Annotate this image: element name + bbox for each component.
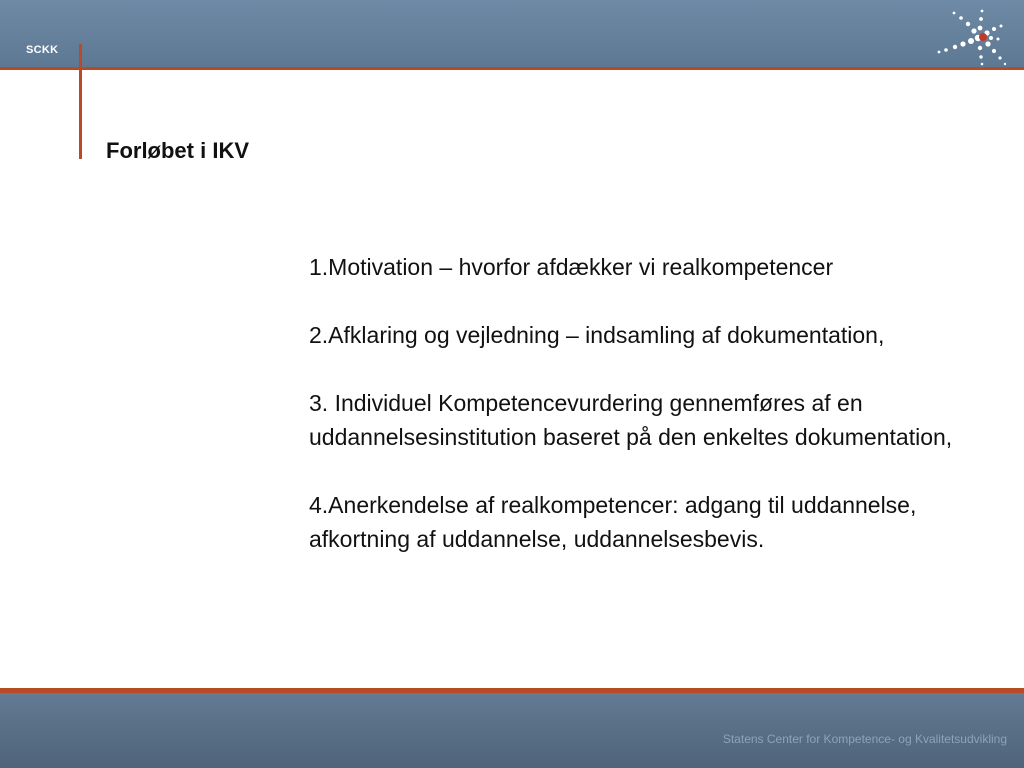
- list-item: 2.Afklaring og vejledning – indsamling af dokumentation,: [309, 322, 885, 348]
- slide-title: Forløbet i IKV: [106, 138, 249, 163]
- list-item: 4.Anerkendelse af realkompetencer: adgang til uddannelse, afkortning af uddannelse, uddannelsesbevis.: [309, 492, 917, 552]
- brand-label: SCKK: [26, 44, 59, 56]
- footer-band: [0, 693, 1024, 768]
- footer-organization: Statens Center for Kompetence- og Kvalitetsudvikling: [722, 732, 1007, 746]
- header-divider: [0, 67, 1024, 70]
- list-item: 3. Individuel Kompetencevurdering gennemføres af en uddannelsesinstitution baseret på den enkeltes dokumentation,: [309, 390, 953, 450]
- star-dots-logo-icon: [930, 6, 1010, 68]
- vertical-accent-line: [79, 44, 82, 159]
- header-band: [0, 0, 1024, 67]
- slide-body: [309, 250, 979, 556]
- list-item: 1.Motivation – hvorfor afdækker vi realkompetencer: [309, 254, 834, 280]
